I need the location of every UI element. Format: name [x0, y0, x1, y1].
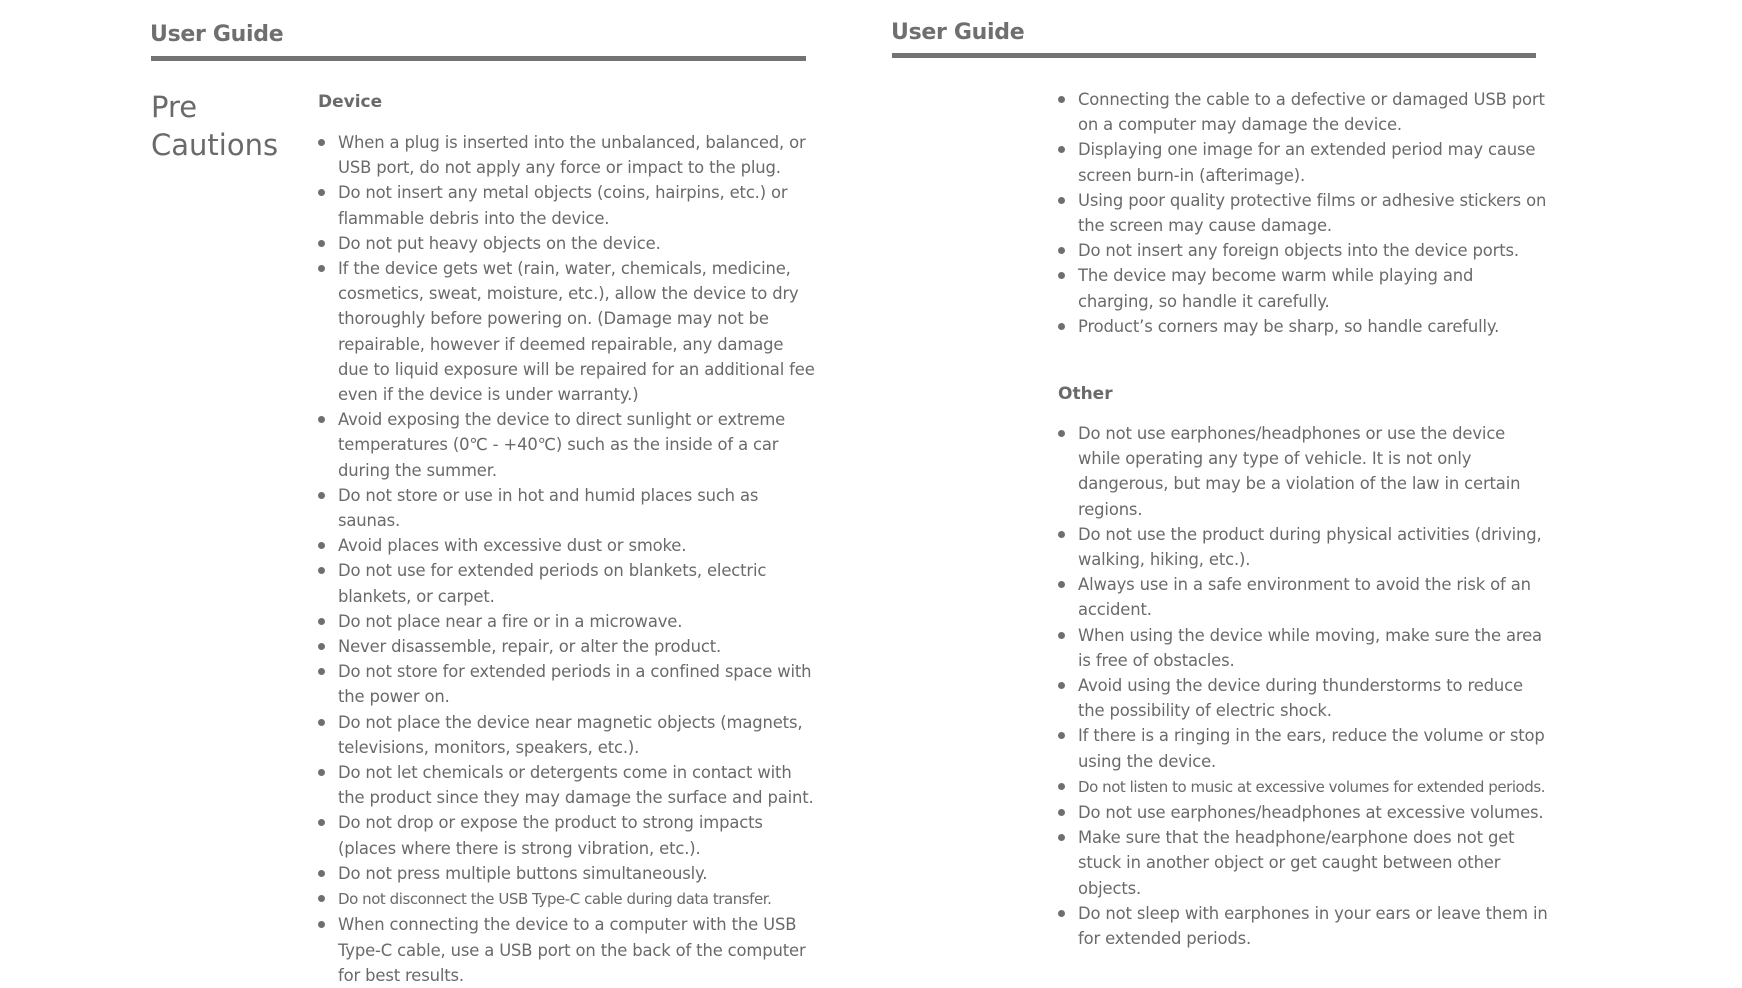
list-item: Do not drop or expose the product to strong impacts (places where there is strong vibration, etc.). — [318, 810, 818, 860]
bullet-icon — [318, 139, 325, 146]
bullet-icon — [1058, 732, 1065, 739]
left-page-header: User Guide — [150, 22, 284, 47]
bullet-icon — [318, 921, 325, 928]
other-precautions-list — [1058, 421, 1548, 951]
right-header-rule — [892, 53, 1536, 58]
list-item: Avoid places with excessive dust or smoke. — [318, 533, 818, 558]
bullet-icon — [318, 416, 325, 423]
list-item: Do not use the product during physical activities (driving, walking, hiking, etc.). — [1058, 522, 1548, 572]
list-item: Do not use for extended periods on blankets, electric blankets, or carpet. — [318, 558, 818, 608]
bullet-icon — [1058, 272, 1065, 279]
list-item: Do not sleep with earphones in your ears or leave them in for extended periods. — [1058, 901, 1548, 951]
device-heading: Device — [318, 92, 383, 112]
other-heading: Other — [1058, 384, 1113, 404]
list-item: When using the device while moving, make sure the area is free of obstacles. — [1058, 623, 1548, 673]
bullet-icon — [318, 189, 325, 196]
bullet-icon — [318, 542, 325, 549]
bullet-icon — [318, 567, 325, 574]
bullet-icon — [1058, 910, 1065, 917]
list-item: Do not press multiple buttons simultaneously. — [318, 861, 818, 886]
bullet-icon — [318, 819, 325, 826]
bullet-icon — [1058, 632, 1065, 639]
list-item: Using poor quality protective films or adhesive stickers on the screen may cause damage. — [1058, 188, 1548, 238]
bullet-icon — [318, 769, 325, 776]
list-item: Product’s corners may be sharp, so handle carefully. — [1058, 314, 1548, 339]
list-item: Do not disconnect the USB Type-C cable during data transfer. — [318, 886, 818, 912]
list-item: The device may become warm while playing and charging, so handle it carefully. — [1058, 263, 1548, 313]
bullet-icon — [1058, 323, 1065, 330]
list-item: Always use in a safe environment to avoid the risk of an accident. — [1058, 572, 1548, 622]
list-item: Do not insert any foreign objects into the device ports. — [1058, 238, 1548, 263]
bullet-icon — [1058, 581, 1065, 588]
bullet-icon — [1058, 834, 1065, 841]
list-item: Do not place near a fire or in a microwave. — [318, 609, 818, 634]
section-title-line2: Cautions — [151, 128, 279, 162]
list-item: Do not store or use in hot and humid places such as saunas. — [318, 483, 818, 533]
bullet-icon — [318, 240, 325, 247]
bullet-icon — [1058, 809, 1065, 816]
list-item: Never disassemble, repair, or alter the product. — [318, 634, 818, 659]
list-item: Connecting the cable to a defective or damaged USB port on a computer may damage the device. — [1058, 87, 1548, 137]
device-precautions-list — [318, 130, 818, 988]
list-item: Do not store for extended periods in a confined space with the power on. — [318, 659, 818, 709]
list-item: Make sure that the headphone/earphone does not get stuck in another object or get caught between other objects. — [1058, 825, 1548, 901]
left-header-rule — [151, 56, 806, 61]
section-title — [151, 88, 278, 164]
bullet-icon — [318, 870, 325, 877]
list-item: Do not use earphones/headphones or use the device while operating any type of vehicle. It is not only dangerous, but may be a violation of the law in certain regions. — [1058, 421, 1548, 522]
list-item: If there is a ringing in the ears, reduce the volume or stop using the device. — [1058, 723, 1548, 773]
bullet-icon — [318, 668, 325, 675]
bullet-icon — [1058, 96, 1065, 103]
list-item: Do not place the device near magnetic objects (magnets, televisions, monitors, speakers, etc.). — [318, 710, 818, 760]
bullet-icon — [318, 492, 325, 499]
bullet-icon — [318, 265, 325, 272]
bullet-icon — [1058, 430, 1065, 437]
bullet-icon — [318, 895, 325, 902]
list-item: If the device gets wet (rain, water, chemicals, medicine, cosmetics, sweat, moisture, etc.), allow the device to dry thoroughly before powering on. (Damage may not be repairable, however if deemed repairable, any damage due to liquid exposure will be repaired for an additional fee even if the device is under warranty.) — [318, 256, 818, 407]
list-item: Avoid using the device during thunderstorms to reduce the possibility of electric shock. — [1058, 673, 1548, 723]
list-item: Do not listen to music at excessive volumes for extended periods. — [1058, 774, 1548, 800]
list-item: Do not let chemicals or detergents come in contact with the product since they may damage the surface and paint. — [318, 760, 818, 810]
section-title-line1: Pre — [151, 90, 198, 124]
right-page-header: User Guide — [891, 20, 1025, 45]
list-item: When connecting the device to a computer with the USB Type-C cable, use a USB port on the back of the computer for best results. — [318, 912, 818, 988]
bullet-icon — [1058, 197, 1065, 204]
bullet-icon — [1058, 531, 1065, 538]
bullet-icon — [318, 618, 325, 625]
list-item: When a plug is inserted into the unbalanced, balanced, or USB port, do not apply any force or impact to the plug. — [318, 130, 818, 180]
list-item: Displaying one image for an extended period may cause screen burn-in (afterimage). — [1058, 137, 1548, 187]
bullet-icon — [1058, 146, 1065, 153]
bullet-icon — [1058, 682, 1065, 689]
device-precautions-list-continued — [1058, 87, 1548, 339]
list-item: Do not use earphones/headphones at excessive volumes. — [1058, 800, 1548, 825]
bullet-icon — [318, 719, 325, 726]
list-item: Do not insert any metal objects (coins, hairpins, etc.) or flammable debris into the device. — [318, 180, 818, 230]
bullet-icon — [318, 643, 325, 650]
list-item: Avoid exposing the device to direct sunlight or extreme temperatures (0℃ - +40℃) such as the inside of a car during the summer. — [318, 407, 818, 483]
list-item: Do not put heavy objects on the device. — [318, 231, 818, 256]
bullet-icon — [1058, 247, 1065, 254]
bullet-icon — [1058, 783, 1065, 790]
